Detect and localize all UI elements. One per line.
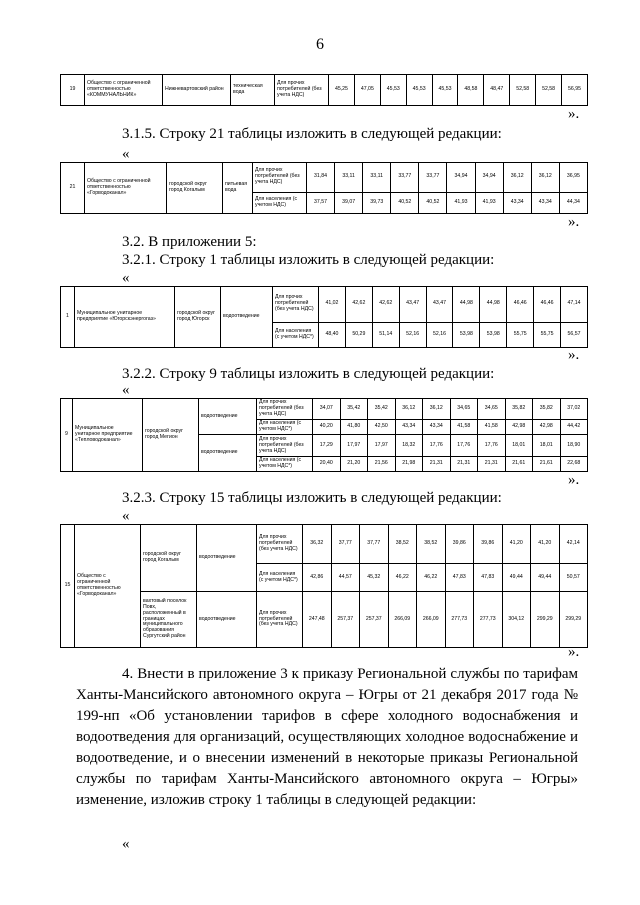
consumer-cell: Для прочих потребителей (без учета НДС) xyxy=(275,75,329,106)
tariff-value: 36,12 xyxy=(503,163,531,193)
service-cell: техническая вода xyxy=(231,75,275,106)
consumer-cell: Для населения (с учетом НДС*) xyxy=(273,322,319,347)
tariff-value: 39,86 xyxy=(474,525,503,564)
tariff-value: 48,58 xyxy=(458,75,484,106)
tariff-value: 34,65 xyxy=(450,399,478,420)
table-row xyxy=(61,163,588,193)
tariff-value: 45,53 xyxy=(380,75,406,106)
tariff-value: 41,93 xyxy=(475,192,503,213)
tariff-value: 21,20 xyxy=(340,456,368,471)
tariff-value: 21,31 xyxy=(423,456,451,471)
paragraph-4: 4. Внести в приложение 3 к приказу Региональной службы по тарифам Ханты-Мансийского автономного округа – Югры от 21 декабря 2017 года № 199-нп «Об установлении тарифов в сфере холодного водоснабжения и водоотведения для организаций, осуществляющих холодное водоснабжение и водоотведение, и о внесении изменений в некоторые приказы Региональной службы по тарифам Ханты-Мансийского автономного округа – Югры» изменение, изложив строку 1 таблицы в следующей редакции: xyxy=(76,666,578,808)
tariff-value: 43,34 xyxy=(503,192,531,213)
table-row xyxy=(61,525,588,564)
section-heading-3-2-2: 3.2.2. Строку 9 таблицы изложить в следующей редакции: xyxy=(122,366,495,382)
tariff-value: 49,44 xyxy=(502,564,531,592)
tariff-value: 299,29 xyxy=(531,592,560,648)
tariff-value: 41,93 xyxy=(447,192,475,213)
tariff-value: 55,75 xyxy=(534,322,561,347)
tariff-value: 37,02 xyxy=(560,399,588,420)
tariff-value: 17,29 xyxy=(313,435,341,456)
tariff-value: 247,48 xyxy=(303,592,332,648)
section-heading-3-2-3: 3.2.3. Строку 15 таблицы изложить в следующей редакции: xyxy=(122,490,502,506)
area-cell: городской округ город Югорск xyxy=(175,287,221,348)
tariff-value: 21,61 xyxy=(505,456,533,471)
table-row xyxy=(61,399,588,420)
tariff-value: 277,73 xyxy=(474,592,503,648)
row-number: 1 xyxy=(61,287,75,348)
page-number: 6 xyxy=(316,36,324,53)
tariff-value: 42,98 xyxy=(533,420,561,435)
tariff-value: 39,86 xyxy=(445,525,474,564)
tariff-value: 48,40 xyxy=(319,322,346,347)
tariff-value: 56,57 xyxy=(561,322,588,347)
tariff-value: 38,52 xyxy=(417,525,446,564)
tariff-value: 47,83 xyxy=(445,564,474,592)
tariff-value: 41,20 xyxy=(531,525,560,564)
tariff-value: 266,09 xyxy=(417,592,446,648)
tariff-value: 52,16 xyxy=(426,322,453,347)
tariff-value: 18,01 xyxy=(533,435,561,456)
tariff-value: 36,12 xyxy=(531,163,559,193)
tariff-value: 46,22 xyxy=(417,564,446,592)
tariff-value: 42,62 xyxy=(345,287,372,323)
tariff-value: 50,29 xyxy=(345,322,372,347)
tariff-value: 56,95 xyxy=(562,75,588,106)
tariff-value: 21,31 xyxy=(478,456,506,471)
service-cell: питьевая вода xyxy=(223,163,253,214)
row-number: 9 xyxy=(61,399,73,472)
area-cell: городской округ город Мегион xyxy=(143,399,199,472)
organization-cell: Общество с ограниченной ответственностью «КОММУНАЛЬНИК» xyxy=(85,75,163,106)
service-cell: водоотведение xyxy=(221,287,273,348)
tariff-value: 17,76 xyxy=(450,435,478,456)
open-quote: « xyxy=(122,382,130,398)
tariff-value: 40,20 xyxy=(313,420,341,435)
consumer-cell: Для прочих потребителей (без учета НДС) xyxy=(257,525,303,564)
tariff-value: 47,05 xyxy=(354,75,380,106)
tariff-value: 41,58 xyxy=(450,420,478,435)
tariff-value: 44,42 xyxy=(560,420,588,435)
tariff-value: 42,14 xyxy=(559,525,588,564)
tariff-value: 39,73 xyxy=(363,192,391,213)
service-cell: водоотведение xyxy=(197,592,257,648)
tariff-value: 47,14 xyxy=(561,287,588,323)
open-quote: « xyxy=(122,146,130,162)
open-quote: « xyxy=(122,508,130,524)
table-row-9 xyxy=(60,398,588,472)
tariff-value: 44,34 xyxy=(559,192,587,213)
organization-cell: Муниципальное унитарное предприятие «Тепловодоканал» xyxy=(73,399,143,472)
area-cell: вахтовый поселок Повх, расположенный в границах муниципального образования Сургутский район xyxy=(141,592,197,648)
organization-cell: Муниципальное унитарное предприятие «Югорскэнергогаз» xyxy=(75,287,175,348)
tariff-value: 42,50 xyxy=(368,420,396,435)
tariff-value: 39,07 xyxy=(335,192,363,213)
tariff-value: 17,97 xyxy=(340,435,368,456)
organization-cell: Общество с ограниченной ответственностью «Горводоканал» xyxy=(75,525,141,648)
tariff-value: 52,58 xyxy=(510,75,536,106)
close-quote: ». xyxy=(568,644,580,660)
tariff-value: 277,73 xyxy=(445,592,474,648)
tariff-value: 46,22 xyxy=(388,564,417,592)
tariff-value: 304,12 xyxy=(502,592,531,648)
tariff-value: 18,90 xyxy=(560,435,588,456)
tariff-value: 18,32 xyxy=(395,435,423,456)
tariff-value: 17,76 xyxy=(478,435,506,456)
consumer-cell: Для населения (с учетом НДС*) xyxy=(257,420,313,435)
tariff-value: 46,46 xyxy=(534,287,561,323)
tariff-value: 40,52 xyxy=(419,192,447,213)
table-row xyxy=(61,287,588,323)
tariff-value: 35,82 xyxy=(505,399,533,420)
tariff-value: 257,37 xyxy=(360,592,389,648)
tariff-value: 43,34 xyxy=(423,420,451,435)
area-cell: городской округ город Когалым xyxy=(167,163,223,214)
tariff-value: 41,80 xyxy=(340,420,368,435)
table-row xyxy=(61,75,588,106)
tariff-value: 41,20 xyxy=(502,525,531,564)
tariff-value: 22,68 xyxy=(560,456,588,471)
tariff-value: 35,42 xyxy=(340,399,368,420)
tariff-value: 21,61 xyxy=(533,456,561,471)
tariff-value: 33,77 xyxy=(391,163,419,193)
area-cell: городской округ город Когалым xyxy=(141,525,197,592)
tariff-value: 43,47 xyxy=(426,287,453,323)
service-cell: водоотведение xyxy=(199,399,257,435)
open-quote: « xyxy=(122,270,130,286)
tariff-value: 44,98 xyxy=(480,287,507,323)
tariff-value: 44,57 xyxy=(331,564,360,592)
tariff-value: 36,12 xyxy=(395,399,423,420)
close-quote: ». xyxy=(568,214,580,230)
row-number: 21 xyxy=(61,163,85,214)
tariff-value: 43,34 xyxy=(531,192,559,213)
tariff-value: 55,75 xyxy=(507,322,534,347)
tariff-value: 46,46 xyxy=(507,287,534,323)
table-row-15 xyxy=(60,524,588,648)
tariff-value: 34,65 xyxy=(478,399,506,420)
tariff-value: 35,42 xyxy=(368,399,396,420)
section-heading-3-1-5: 3.1.5. Строку 21 таблицы изложить в следующей редакции: xyxy=(122,126,502,142)
close-quote: ». xyxy=(568,472,580,488)
open-quote: « xyxy=(122,836,130,852)
area-cell: Нижневартовский район xyxy=(163,75,231,106)
tariff-value: 40,52 xyxy=(391,192,419,213)
close-quote: ». xyxy=(568,347,580,363)
tariff-value: 36,32 xyxy=(303,525,332,564)
tariff-value: 45,25 xyxy=(329,75,355,106)
service-cell: водоотведение xyxy=(197,525,257,592)
tariff-value: 21,56 xyxy=(368,456,396,471)
tariff-value: 33,77 xyxy=(419,163,447,193)
row-number: 19 xyxy=(61,75,85,106)
tariff-value: 266,09 xyxy=(388,592,417,648)
tariff-value: 34,94 xyxy=(475,163,503,193)
tariff-value: 47,83 xyxy=(474,564,503,592)
tariff-value: 34,07 xyxy=(313,399,341,420)
tariff-value: 53,98 xyxy=(480,322,507,347)
organization-cell: Общество с ограниченной ответственностью «Горводоканал» xyxy=(85,163,167,214)
tariff-value: 44,98 xyxy=(453,287,480,323)
row-number: 15 xyxy=(61,525,75,648)
tariff-value: 35,82 xyxy=(533,399,561,420)
tariff-value: 21,31 xyxy=(450,456,478,471)
tariff-value: 21,98 xyxy=(395,456,423,471)
tariff-value: 37,77 xyxy=(360,525,389,564)
tariff-value: 38,52 xyxy=(388,525,417,564)
tariff-value: 20,40 xyxy=(313,456,341,471)
tariff-value: 18,01 xyxy=(505,435,533,456)
tariff-value: 52,58 xyxy=(536,75,562,106)
consumer-cell: Для населения (с учетом НДС*) xyxy=(257,456,313,471)
table-row-1 xyxy=(60,286,588,348)
consumer-cell: Для прочих потребителей (без учета НДС) xyxy=(257,435,313,456)
tariff-value: 36,12 xyxy=(423,399,451,420)
tariff-value: 33,11 xyxy=(363,163,391,193)
tariff-value: 37,77 xyxy=(331,525,360,564)
section-heading-3-2-1: 3.2.1. Строку 1 таблицы изложить в следующей редакции: xyxy=(122,252,495,268)
tariff-value: 53,98 xyxy=(453,322,480,347)
consumer-cell: Для прочих потребителей (без учета НДС) xyxy=(257,592,303,648)
tariff-value: 51,14 xyxy=(372,322,399,347)
section-heading-3-2: 3.2. В приложении 5: xyxy=(122,234,257,250)
tariff-value: 48,47 xyxy=(484,75,510,106)
consumer-cell: Для прочих потребителей (без учета НДС) xyxy=(273,287,319,323)
tariff-value: 41,02 xyxy=(319,287,346,323)
tariff-value: 42,86 xyxy=(303,564,332,592)
consumer-cell: Для прочих потребителей (без учета НДС) xyxy=(257,399,313,420)
consumer-cell: Для населения (с учетом НДС) xyxy=(253,192,307,213)
tariff-value: 45,32 xyxy=(360,564,389,592)
tariff-value: 45,53 xyxy=(432,75,458,106)
tariff-value: 257,37 xyxy=(331,592,360,648)
close-quote: ». xyxy=(568,106,580,122)
table-row-21 xyxy=(60,162,588,214)
tariff-value: 299,29 xyxy=(559,592,588,648)
tariff-value: 41,58 xyxy=(478,420,506,435)
tariff-value: 34,94 xyxy=(447,163,475,193)
tariff-value: 33,11 xyxy=(335,163,363,193)
consumer-cell: Для населения (с учетом НДС*) xyxy=(257,564,303,592)
tariff-value: 52,16 xyxy=(399,322,426,347)
tariff-value: 43,47 xyxy=(399,287,426,323)
table-row xyxy=(61,592,588,648)
tariff-value: 31,84 xyxy=(307,163,335,193)
consumer-cell: Для прочих потребителей (без учета НДС) xyxy=(253,163,307,193)
tariff-value: 17,97 xyxy=(368,435,396,456)
tariff-value: 17,76 xyxy=(423,435,451,456)
table-row-19 xyxy=(60,74,588,106)
tariff-value: 50,57 xyxy=(559,564,588,592)
tariff-value: 43,34 xyxy=(395,420,423,435)
tariff-value: 42,62 xyxy=(372,287,399,323)
tariff-value: 45,53 xyxy=(406,75,432,106)
service-cell: водоотведение xyxy=(199,435,257,472)
tariff-value: 42,98 xyxy=(505,420,533,435)
tariff-value: 49,44 xyxy=(531,564,560,592)
tariff-value: 37,57 xyxy=(307,192,335,213)
tariff-value: 36,95 xyxy=(559,163,587,193)
